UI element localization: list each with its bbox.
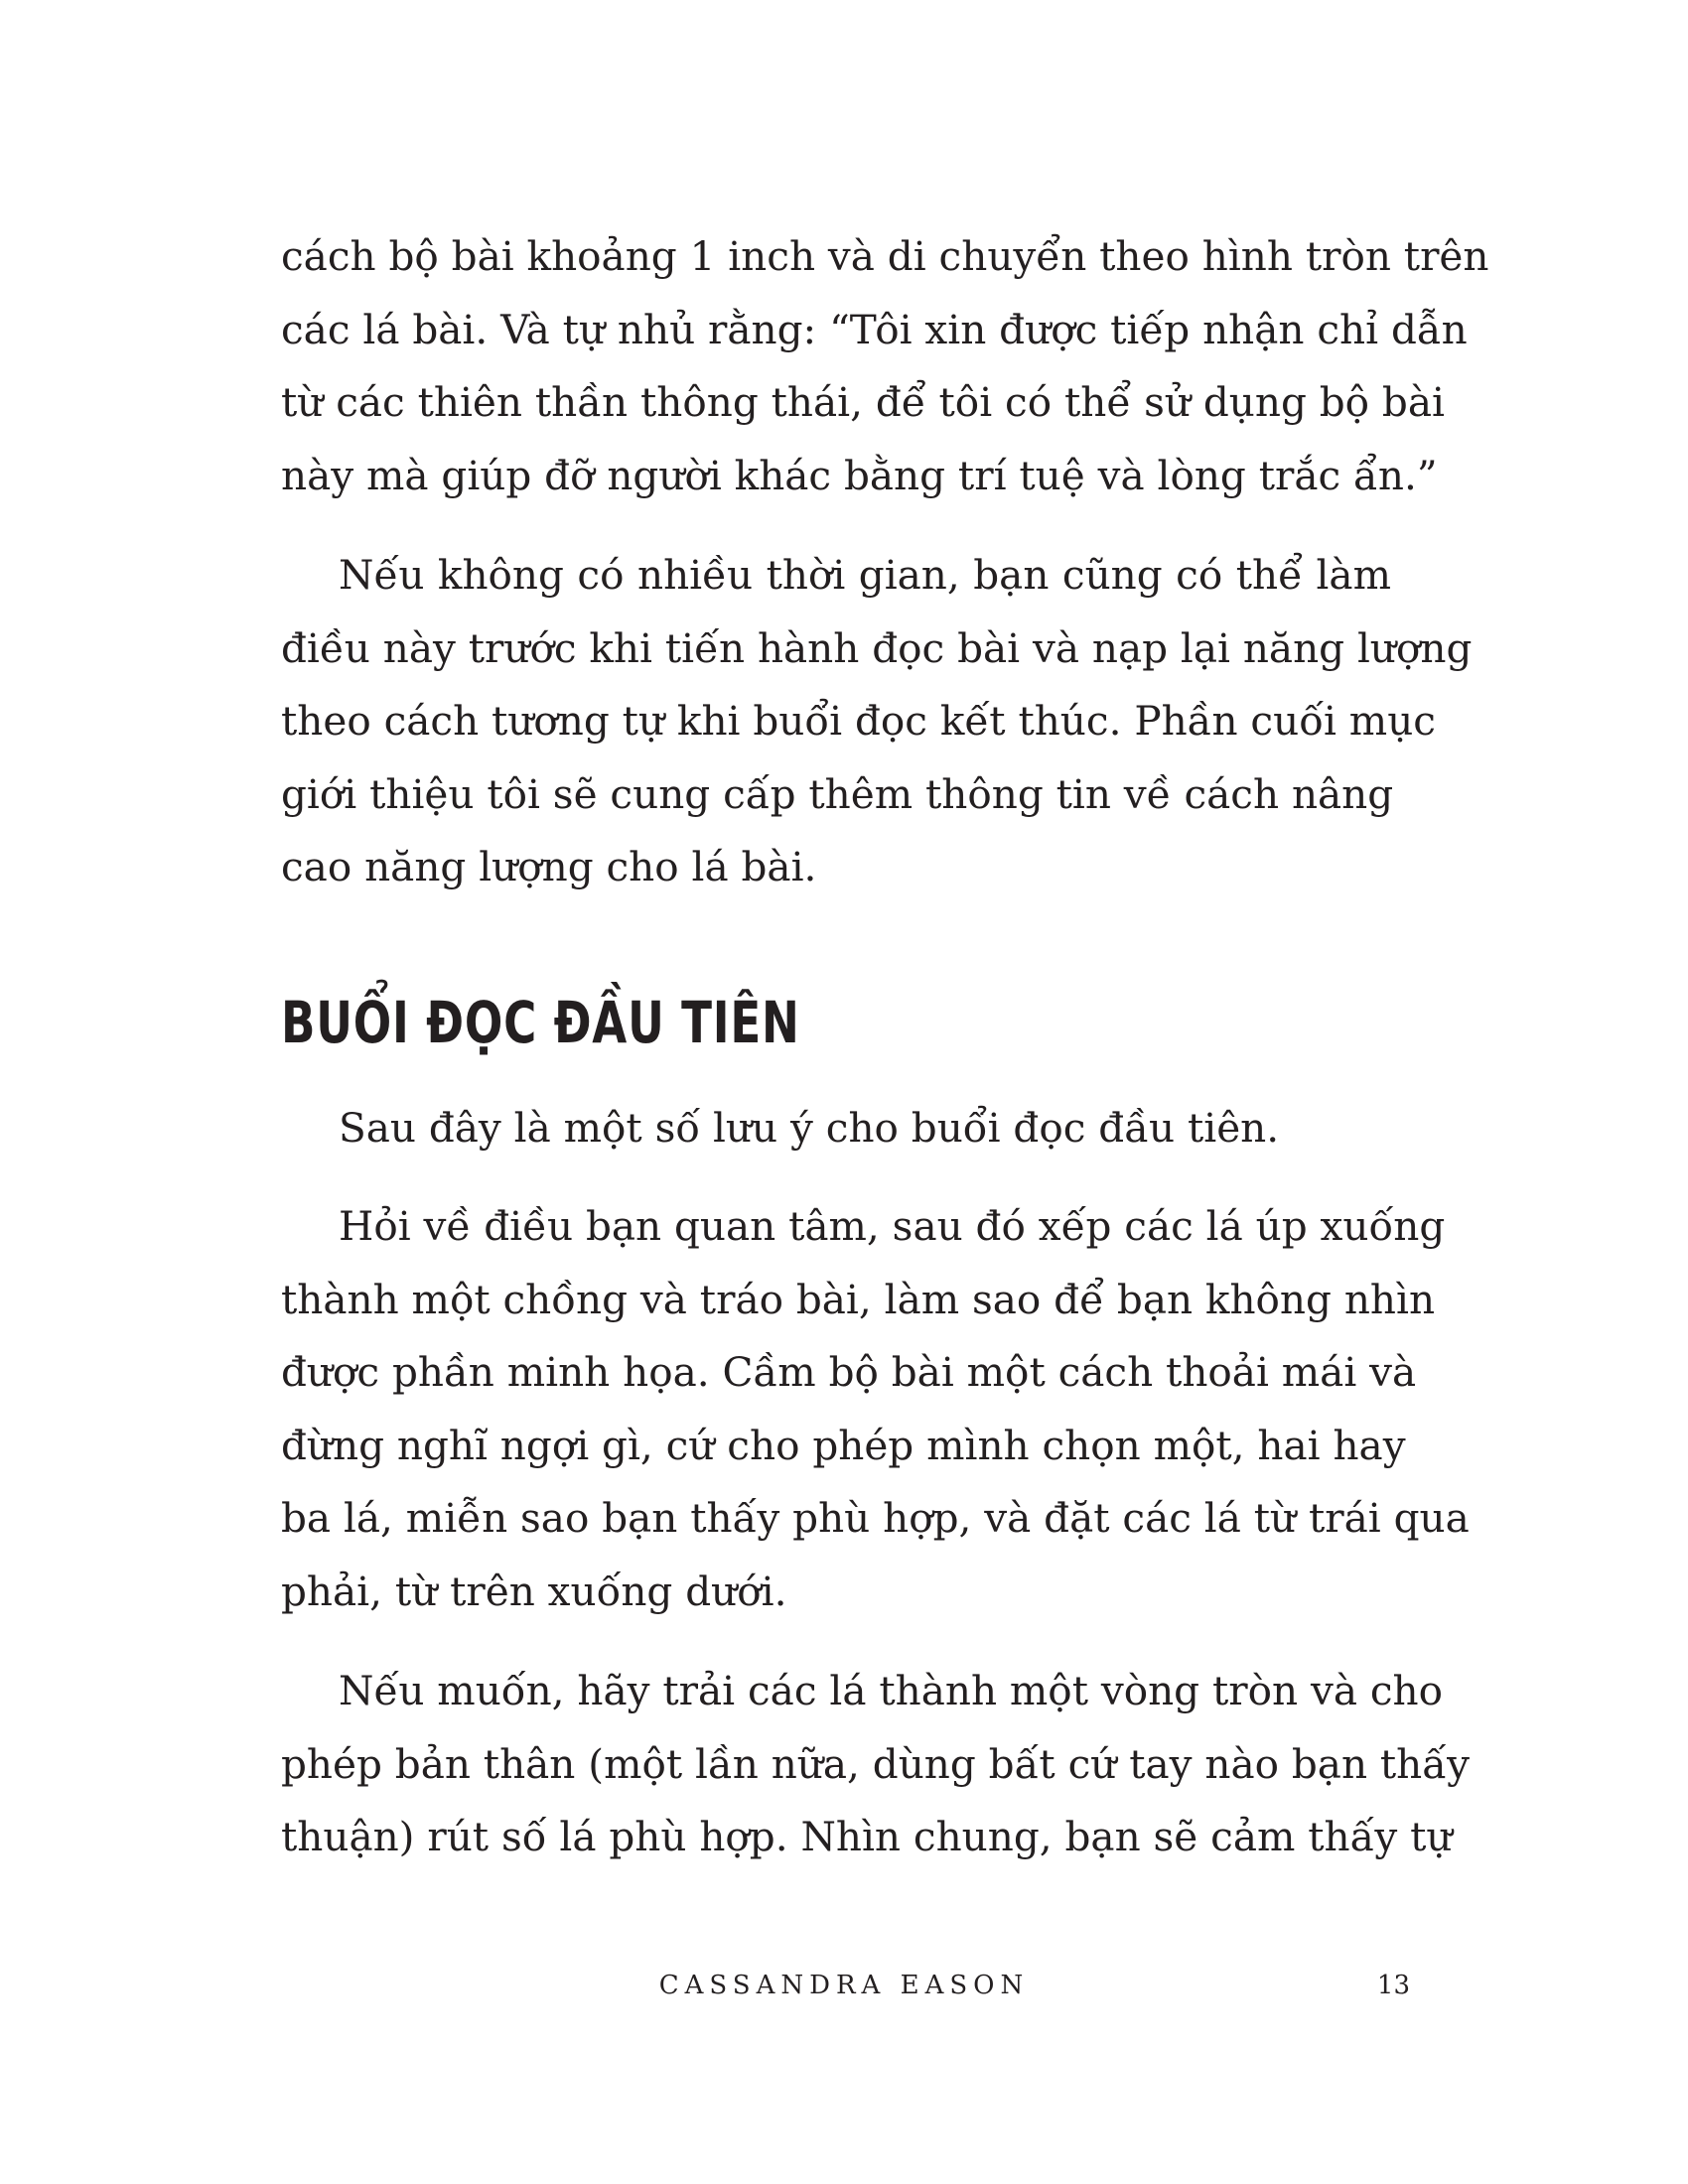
section-heading: BUỔI ĐỌC ĐẦU TIÊN xyxy=(281,989,800,1056)
text-line: Nếu muốn, hãy trải các lá thành một vòng tròn và cho xyxy=(339,1667,1444,1714)
text-line: điều này trước khi tiến hành đọc bài và nạp lại năng lượng xyxy=(281,623,1473,672)
paragraph-4 xyxy=(281,1190,1470,1628)
text-line: phải, từ trên xuống dưới. xyxy=(281,1567,787,1615)
text-line: thành một chồng và tráo bài, làm sao để bạn không nhìn xyxy=(281,1275,1436,1323)
page-number: 13 xyxy=(1376,1971,1410,2000)
text-line: Hỏi về điều bạn quan tâm, sau đó xếp các lá úp xuống xyxy=(339,1202,1446,1250)
text-line: các lá bài. Và tự nhủ rằng: “Tôi xin được tiếp nhận chỉ dẫn xyxy=(281,305,1468,353)
text-line: phép bản thân (một lần nữa, dùng bất cứ tay nào bạn thấy xyxy=(281,1739,1470,1788)
text-line: được phần minh họa. Cầm bộ bài một cách thoải mái và xyxy=(281,1348,1417,1396)
paragraph-5 xyxy=(281,1655,1470,1874)
footer-author: CASSANDRA EASON xyxy=(658,1971,1030,2000)
paragraph-2 xyxy=(281,539,1473,904)
text-line: cao năng lượng cho lá bài. xyxy=(281,843,817,890)
text-line: theo cách tương tự khi buổi đọc kết thúc. Phần cuối mục xyxy=(281,697,1436,745)
text-line: thuận) rút số lá phù hợp. Nhìn chung, bạn sẽ cảm thấy tự xyxy=(281,1813,1453,1860)
paragraph-1 xyxy=(281,220,1489,512)
text-line: đừng nghĩ ngợi gì, cứ cho phép mình chọn một, hai hay xyxy=(281,1421,1406,1469)
text-line: ba lá, miễn sao bạn thấy phù hợp, và đặt các lá từ trái qua xyxy=(281,1494,1470,1542)
text-line: từ các thiên thần thông thái, để tôi có thể sử dụng bộ bài xyxy=(281,378,1445,426)
text-line: cách bộ bài khoảng 1 inch và di chuyển theo hình tròn trên xyxy=(281,232,1489,280)
text-line: Nếu không có nhiều thời gian, bạn cũng có thể làm xyxy=(339,551,1391,599)
text-line: này mà giúp đỡ người khác bằng trí tuệ và lòng trắc ẩn.” xyxy=(281,451,1438,499)
paragraph-3 xyxy=(281,1092,1391,1165)
text-line: giới thiệu tôi sẽ cung cấp thêm thông tin về cách nâng xyxy=(281,769,1394,818)
text-line: Sau đây là một số lưu ý cho buổi đọc đầu tiên. xyxy=(339,1104,1280,1152)
